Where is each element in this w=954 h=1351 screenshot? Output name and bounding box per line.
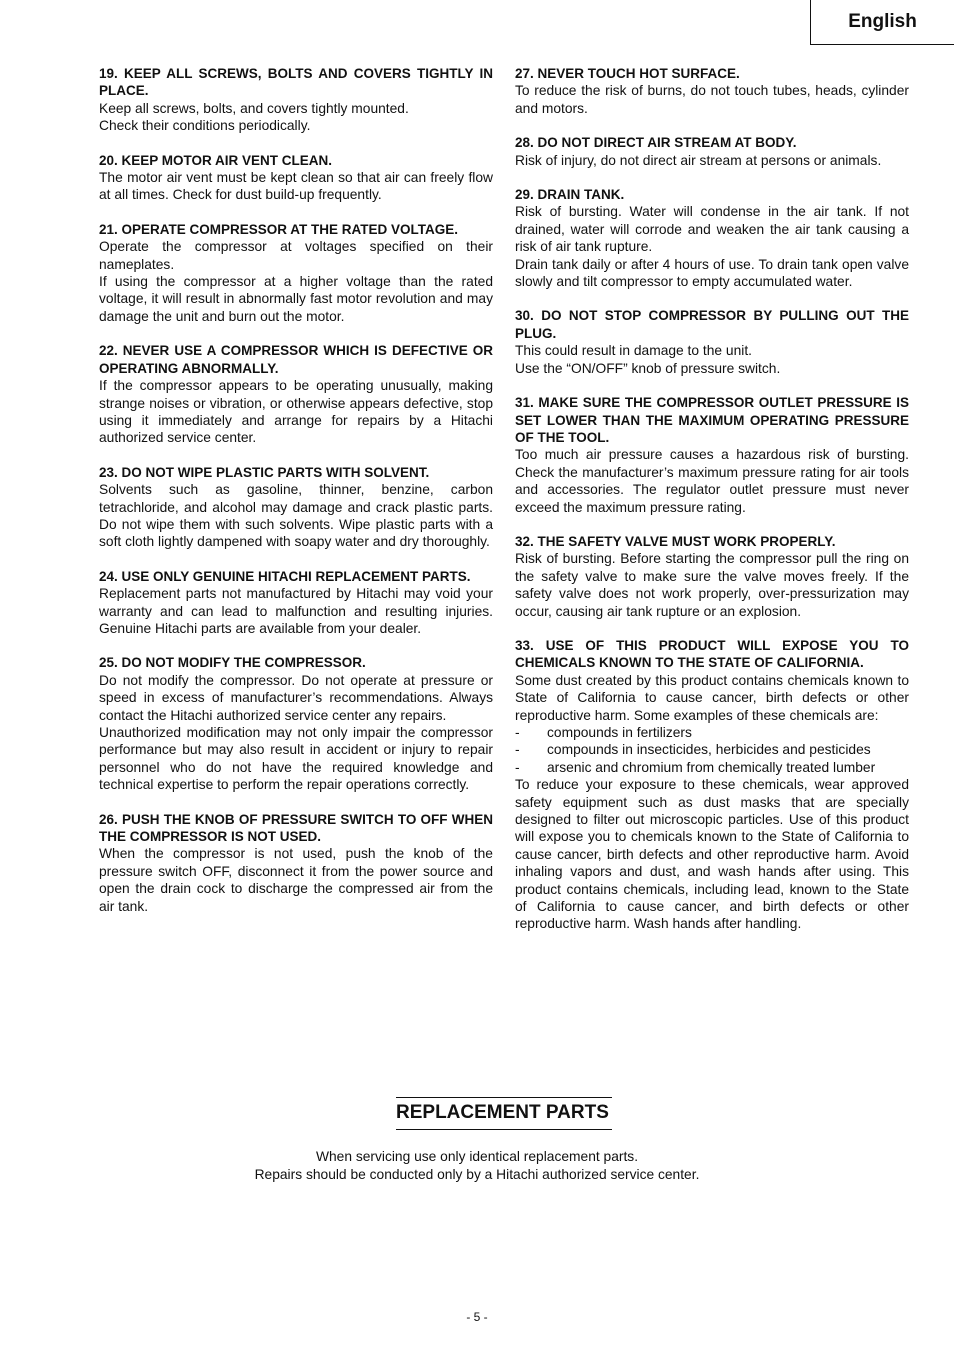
- replacement-parts-text: [0, 1148, 954, 1184]
- section-title: 31. MAKE SURE THE COMPRESSOR OUTLET PRESSURE IS SET LOWER THAN THE MAXIMUM OPERATING PRESSURE OF THE TOOL.: [515, 395, 909, 445]
- section-21: [99, 221, 493, 325]
- section-title: 20. KEEP MOTOR AIR VENT CLEAN.: [99, 152, 333, 168]
- list-dash: -: [515, 725, 520, 740]
- list-item: [515, 741, 909, 758]
- section-title: 27. NEVER TOUCH HOT SURFACE.: [515, 66, 740, 81]
- section-27: [515, 65, 909, 117]
- section-29: [515, 186, 909, 290]
- section-title: 32. THE SAFETY VALVE MUST WORK PROPERLY.: [515, 533, 836, 549]
- section-30: [515, 307, 909, 377]
- section-25: [99, 654, 493, 793]
- page-number: - 5 -: [466, 1310, 488, 1324]
- section-title: 26. PUSH THE KNOB OF PRESSURE SWITCH TO OFF WHEN THE COMPRESSOR IS NOT USED.: [99, 811, 493, 845]
- left-column: [99, 65, 493, 932]
- section-title: 33. USE OF THIS PRODUCT WILL EXPOSE YOU TO CHEMICALS KNOWN TO THE STATE OF CALIFORNIA.: [515, 637, 909, 671]
- section-text: This could result in damage to the unit.: [515, 343, 752, 359]
- section-text: When the compressor is not used, push the knob of the pressure switch OFF, disconnect it from the power source and open the drain cock to discharge the compressed air from the air tank.: [99, 846, 493, 914]
- section-text: Risk of bursting. Water will condense in the air tank. If not drained, water will corrode and weaken the air tank causing a risk of air tank rupture.: [515, 204, 909, 255]
- section-text: To reduce the risk of burns, do not touch tubes, heads, cylinder and motors.: [515, 83, 909, 116]
- section-text: Replacement parts not manufactured by Hitachi may void your warranty and can lead to malfunction and resulting injuries. Genuine Hitachi parts are available from your dealer.: [99, 586, 493, 636]
- list-item: [515, 759, 909, 776]
- section-22: [99, 342, 493, 446]
- section-24: [99, 568, 493, 638]
- section-28: [515, 134, 909, 169]
- section-text: The motor air vent must be kept clean so that air can freely flow at all times. Check for dust build-up frequently.: [99, 170, 493, 203]
- section-title: 29. DRAIN TANK.: [515, 187, 625, 203]
- list-item-text: compounds in fertilizers: [547, 725, 692, 740]
- section-text: If using the compressor at a higher voltage than the rated voltage, it will result in abnormally fast motor revolution and may damage the unit and burn out the motor.: [99, 274, 493, 324]
- section-text: Do not modify the compressor. Do not operate at pressure or speed in excess of manufacturer’s recommendations. Always contact the Hitachi authorized service center any repairs.: [99, 672, 493, 723]
- list-item-text: compounds in insecticides, herbicides and pesticides: [547, 742, 871, 758]
- section-title: 23. DO NOT WIPE PLASTIC PARTS WITH SOLVENT.: [99, 464, 430, 480]
- section-19: [99, 65, 493, 135]
- section-title: 28. DO NOT DIRECT AIR STREAM AT BODY.: [515, 135, 797, 151]
- section-title: 19. KEEP ALL SCREWS, BOLTS AND COVERS TIGHTLY IN PLACE.: [99, 66, 493, 99]
- list-item-text: arsenic and chromium from chemically treated lumber: [547, 759, 876, 775]
- section-title: 30. DO NOT STOP COMPRESSOR BY PULLING OUT THE PLUG.: [515, 308, 909, 341]
- section-text: Some dust created by this product contains chemicals known to State of California to cause cancer, birth defects or other reproductive harm. Some examples of these chemicals are:: [515, 672, 909, 723]
- section-text: Risk of injury, do not direct air stream at persons or animals.: [515, 152, 882, 168]
- section-text: Unauthorized modification may not only impair the compressor performance but may also result in accident or injury to repair personnel who do not have the required knowledge and technical expertise to perform the repair operations correctly.: [99, 725, 493, 793]
- section-32: [515, 533, 909, 620]
- section-text: Too much air pressure causes a hazardous risk of bursting. Check the manufacturer’s maximum pressure rating for air tools and accessories. The regulator outlet pressure must never exceed the maximum pressure rating.: [515, 447, 909, 515]
- right-column: [515, 65, 909, 950]
- section-title: 25. DO NOT MODIFY THE COMPRESSOR.: [99, 655, 366, 671]
- section-text: Operate the compressor at voltages specified on their nameplates.: [99, 239, 493, 272]
- section-text: If the compressor appears to be operating unusually, making strange noises or vibration, or otherwise appears defective, stop using it immediately and arrange for repairs by a Hitachi authorized service center.: [99, 378, 493, 446]
- replacement-parts-line: When servicing use only identical replacement parts.: [315, 1149, 639, 1164]
- list-item: [515, 724, 909, 741]
- chemicals-list: [515, 724, 909, 776]
- section-title: 21. OPERATE COMPRESSOR AT THE RATED VOLTAGE.: [99, 221, 459, 237]
- section-text: Solvents such as gasoline, thinner, benzine, carbon tetrachloride, and alcohol may damage and crack plastic parts. Do not wipe them with such solvents. Wipe plastic parts with a soft cloth lightly dampened with soapy water and dry thoroughly.: [99, 482, 493, 550]
- section-26: [99, 811, 493, 915]
- section-text: Check their conditions periodically.: [99, 118, 311, 134]
- section-text: Risk of bursting. Before starting the compressor pull the ring on the safety valve to make sure the valve moves freely. If the safety valve does not work properly, over-pressurization may occur, causing air tank rupture or an explosion.: [515, 551, 909, 619]
- list-dash: -: [515, 742, 520, 758]
- section-20: [99, 152, 493, 204]
- list-dash: -: [515, 759, 520, 775]
- section-31: [515, 394, 909, 516]
- section-title: 24. USE ONLY GENUINE HITACHI REPLACEMENT PARTS.: [99, 568, 471, 584]
- language-tab: [810, 0, 954, 45]
- section-23: [99, 464, 493, 551]
- section-text: Keep all screws, bolts, and covers tightly mounted.: [99, 100, 409, 116]
- section-title: 22. NEVER USE A COMPRESSOR WHICH IS DEFECTIVE OR OPERATING ABNORMALLY.: [99, 343, 493, 376]
- section-text: Drain tank daily or after 4 hours of use. To drain tank open valve slowly and tilt compressor to empty accumulated water.: [515, 256, 909, 290]
- replacement-parts-title: REPLACEMENT PARTS: [396, 1097, 612, 1130]
- section-33: [515, 637, 909, 933]
- section-text: Use the “ON/OFF” knob of pressure switch.: [515, 360, 781, 376]
- section-text: To reduce your exposure to these chemicals, wear approved safety equipment such as dust masks that are specially designed to filter out microscopic particles. Use of this product will expose you to chemicals known to the State of California to cause cancer, birth defects and other reproductive harm. Avoid inhaling vapors and dust, and wash hands after using. This product contains chemicals, including lead, known to the State of California to cause cancer, and birth defects or other reproductive harm. Wash hands after handling.: [515, 777, 909, 932]
- replacement-parts-line: Repairs should be conducted only by a Hitachi authorized service center.: [254, 1167, 700, 1182]
- language-label: English: [848, 11, 917, 32]
